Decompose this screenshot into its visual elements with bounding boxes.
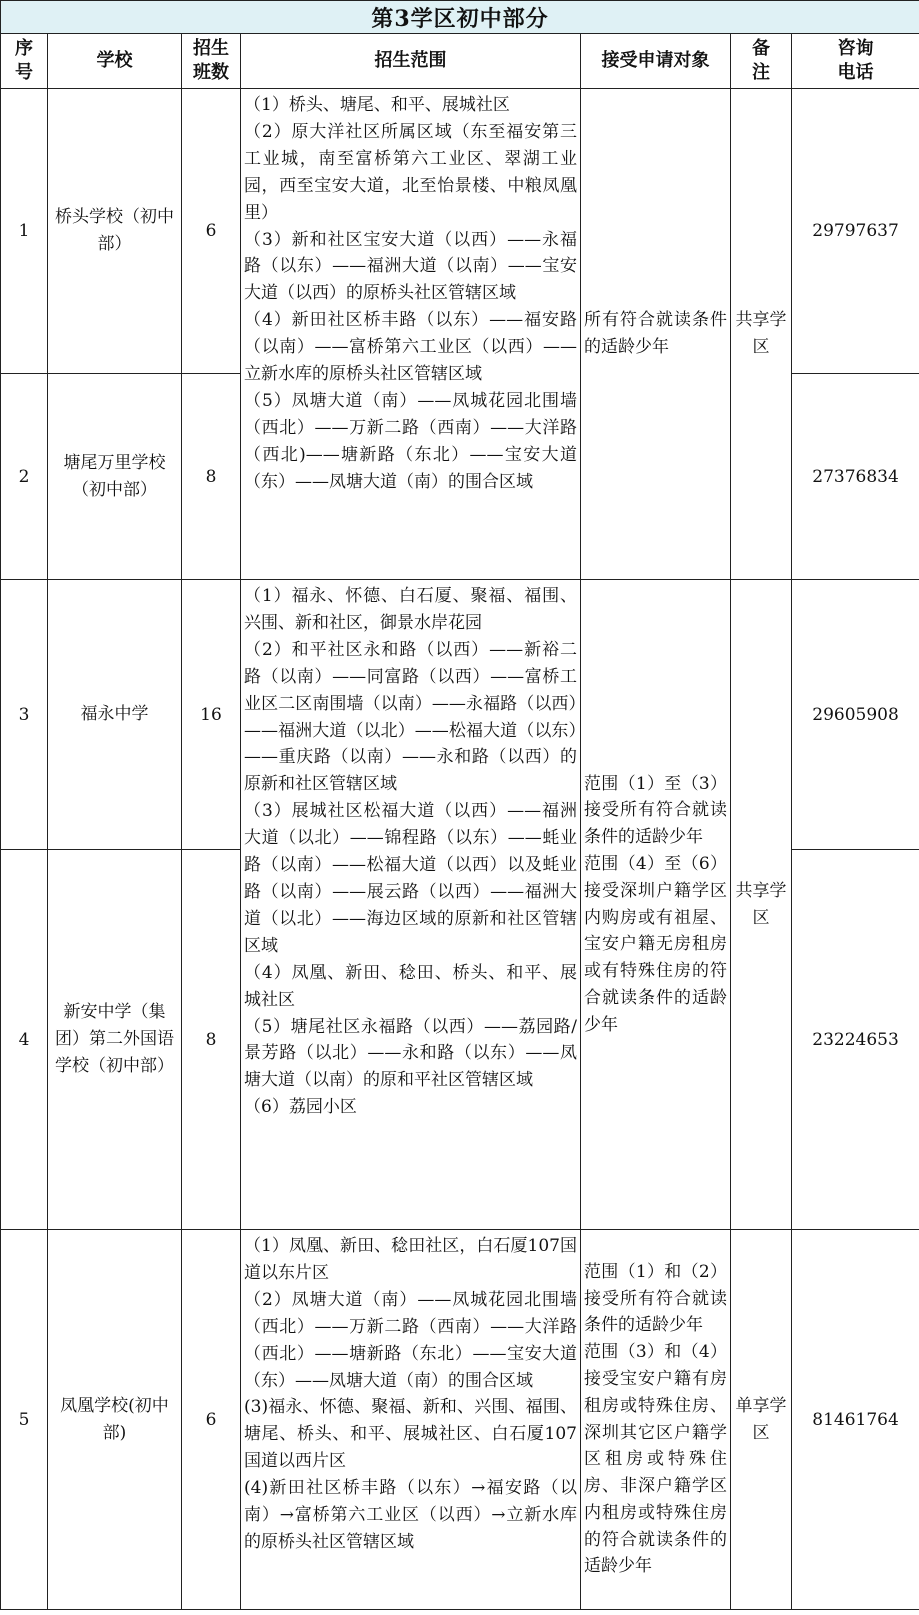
header-classes-line1: 招生 xyxy=(193,38,229,59)
range-item: （3）展城社区松福大道（以西）——福洲大道（以北）——锦程路（以东）——蚝业路（以南）——松福大道（以西）以及蚝业路（以南）——展云路（以西）——福洲大道（以北）——海边区域的原新和社区管辖区域 xyxy=(244,801,577,956)
target-item: 范围（3）和（4）接受宝安户籍有房租房或特殊住房、深圳其它区户籍学区租房或特殊住房、非深户籍学区内租房或特殊住房的符合就读条件的适龄少年 xyxy=(584,1342,727,1577)
header-row xyxy=(1,34,919,89)
header-index xyxy=(1,34,48,89)
range-item: （1）桥头、塘尾、和平、展城社区 xyxy=(244,95,510,115)
class-count: 8 xyxy=(182,374,241,580)
header-index-line2: 号 xyxy=(15,62,33,83)
school-name: 塘尾万里学校（初中部） xyxy=(48,374,182,580)
note-group-b: 共享学区 xyxy=(731,580,792,1230)
school-name: 桥头学校（初中部） xyxy=(48,89,182,374)
school-name: 新安中学（集团）第二外国语学校（初中部） xyxy=(48,850,182,1230)
class-count: 6 xyxy=(182,1230,241,1610)
header-note-line1: 备 xyxy=(752,38,770,59)
phone-number: 29797637 xyxy=(792,89,919,374)
phone-number: 27376834 xyxy=(792,374,919,580)
enrollment-range-group-b xyxy=(241,580,581,1230)
header-note-line2: 注 xyxy=(752,62,770,83)
range-item: （4）新田社区桥丰路（以东）——福安路（以南）——富桥第六工业区（以西）——立新水库的原桥头社区管辖区域 xyxy=(244,310,577,385)
range-item: (3)福永、怀德、聚福、新和、兴围、福围、塘尾、桥头、和平、展城社区、白石厦107国道以西片区 xyxy=(244,1397,577,1472)
header-phone-line1: 咨询 xyxy=(837,38,874,59)
row-index: 1 xyxy=(1,89,48,374)
note-group-a: 共享学区 xyxy=(731,89,792,580)
sheet-title: 第3学区初中部分 xyxy=(1,1,919,34)
range-item: （1）福永、怀德、白石厦、聚福、福围、兴围、新和社区，御景水岸花园 xyxy=(244,586,577,633)
school-name: 福永中学 xyxy=(48,580,182,850)
enrollment-range-group-a xyxy=(241,89,581,580)
applicant-target-group-b xyxy=(581,580,731,1230)
table-row xyxy=(1,580,919,850)
range-item: （2）凤塘大道（南）——凤城花园北围墙（西北）——万新二路（西南）——大洋路（西北）——塘新路（东北）——宝安大道（东）——凤塘大道（南）的围合区域 xyxy=(244,1289,577,1391)
header-classes xyxy=(182,34,241,89)
range-item: （2）原大洋社区所属区域（东至福安第三工业城，南至富桥第六工业区、翠湖工业园，西至宝安大道，北至怡景楼、中粮凤凰里） xyxy=(244,121,577,223)
range-item: （6）荔园小区 xyxy=(244,1097,357,1118)
target-item: 范围（1）和（2）接受所有符合就读条件的适龄少年 xyxy=(584,1261,727,1336)
header-note xyxy=(731,34,792,89)
enrollment-range-row5 xyxy=(241,1230,581,1610)
table-row xyxy=(1,1230,919,1610)
range-item: （2）和平社区永和路（以西）——新裕二路（以南）——同富路（以西）——富桥工业区二区南围墙（以南）——永福路（以西）——福洲大道（以北）——松福大道（以东）——重庆路（以南）——永和路（以西）的原新和社区管辖区域 xyxy=(244,639,577,795)
class-count: 6 xyxy=(182,89,241,374)
phone-number: 81461764 xyxy=(792,1230,919,1610)
range-item: （3）新和社区宝安大道（以西）——永福路（以东）——福洲大道（以南）——宝安大道（以西）的原桥头社区管辖区域 xyxy=(244,229,577,304)
header-phone xyxy=(792,34,919,89)
header-range: 招生范围 xyxy=(241,34,581,89)
range-item: （5）塘尾社区永福路（以西）——荔园路/景芳路（以北）——永和路（以东）——凤塘大道（以南）的原和平社区管辖区域 xyxy=(244,1016,577,1091)
school-name: 凤凰学校(初中部) xyxy=(48,1230,182,1610)
header-index-line1: 序 xyxy=(15,38,33,59)
header-school: 学校 xyxy=(48,34,182,89)
applicant-target-row5 xyxy=(581,1230,731,1610)
applicant-target-group-a: 所有符合就读条件的适龄少年 xyxy=(581,89,731,580)
range-item: (4)新田社区桥丰路（以东）→福安路（以南）→富桥第六工业区（以西）→立新水库的原桥头社区管辖区域 xyxy=(244,1478,577,1552)
table-row xyxy=(1,89,919,374)
range-item: （1）凤凰、新田、稔田社区，白石厦107国道以东片区 xyxy=(244,1236,577,1283)
header-classes-line2: 班数 xyxy=(193,62,229,83)
phone-number: 29605908 xyxy=(792,580,919,850)
row-index: 4 xyxy=(1,850,48,1230)
range-item: （4）凤凰、新田、稔田、桥头、和平、展城社区 xyxy=(244,962,577,1010)
row-index: 2 xyxy=(1,374,48,580)
class-count: 8 xyxy=(182,850,241,1230)
row-index: 3 xyxy=(1,580,48,850)
target-item: 范围（4）至（6）接受深圳户籍学区内购房或有祖屋、宝安户籍无房租房或有特殊住房的符合就读条件的适龄少年 xyxy=(584,853,727,1035)
header-target: 接受申请对象 xyxy=(581,34,731,89)
header-phone-line2: 电话 xyxy=(837,62,874,83)
phone-number: 23224653 xyxy=(792,850,919,1230)
note-row5: 单享学区 xyxy=(731,1230,792,1610)
target-item: 范围（1）至（3）接受所有符合就读条件的适龄少年 xyxy=(584,773,727,848)
row-index: 5 xyxy=(1,1230,48,1610)
range-item: （5）凤塘大道（南）——凤城花园北围墙（西北）——万新二路（西南）——大洋路（西北)——塘新路（东北）——宝安大道（东）——凤塘大道（南）的围合区域 xyxy=(244,390,577,492)
class-count: 16 xyxy=(182,580,241,850)
